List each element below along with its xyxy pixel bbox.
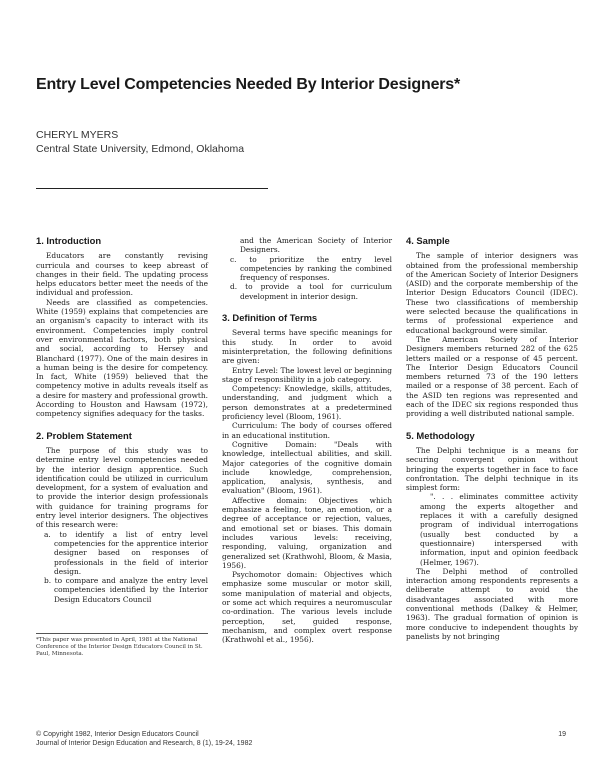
journal-citation: Journal of Interior Design Education and Research, 8 (1), 19-24, 1982 [36, 740, 253, 747]
author-name: CHERYL MYERS [36, 129, 119, 141]
paragraph: The purpose of this study was to determine entry level competencies needed by the interior design apprentice. Such identification could be utilized in curriculum development, for a system of evaluation and to provide the interior design professionals with guidance for training programs for entry level interior designers. The objectives of this research were: [36, 445, 208, 530]
paragraph: Educators are constantly revising curricula and courses to keep abreast of changes in their field. The updating process helps educators better meet the needs of the individual and profession. [36, 251, 208, 298]
list-item: and the American Society of Interior Designers. [240, 236, 392, 255]
list-item: c. to prioritize the entry level competencies by ranking the combined frequency of responses. [230, 254, 392, 283]
paragraph: Affective domain: Objectives which emphasize a feeling, tone, an emotion, or a degree of acceptance or rejection, values, and emotional set or biases. This domain includes various levels: receiving, responding, valuing, organization and generalized set (Krathwohl, Bloom, & Masia, 1956). [222, 495, 392, 570]
column-1 [36, 236, 208, 604]
block-quote: ". . . eliminates committee activity among the experts altogether and replaces it with a carefully designed program of individual interrogations (usually best conducted by a questionnaire) interspersed with information, input and opinion feedback (Helmer, 1967). [420, 492, 578, 567]
list-item: d. to provide a tool for curriculum development in interior design. [230, 282, 392, 301]
column-2 [222, 236, 392, 644]
footnote: *This paper was presented in April, 1981 at the National Conference of the Interior Design Educators Council in St. Paul, Minnesota. [36, 633, 208, 658]
copyright-line: © Copyright 1982, Interior Design Educators Council [36, 731, 199, 738]
paragraph: The Delphi technique is a means for securing convergent opinion without bringing the experts together in face to face confrontation. The delphi technique in its simplest form: [406, 445, 578, 493]
section-heading-problem: 2. Problem Statement [36, 429, 132, 441]
section-heading-definition: 3. Definition of Terms [222, 312, 318, 324]
paragraph: Competency: Knowledge, skills, attitudes, understanding, and judgment which a person demonstrates at a predetermined proficiency level (Bloom, 1961). [222, 384, 392, 422]
list-item: b. to compare and analyze the entry level competencies identified by the Interior Design Educators Council [44, 576, 208, 604]
paragraph: Several terms have specific meanings for this study. In order to avoid misinterpretation, the following definitions are given: [222, 328, 392, 366]
column-3 [406, 236, 578, 641]
list-item: a. to identify a list of entry level competencies for the apprentice interior designer based on responses of professionals in the field of interior design. [44, 529, 208, 576]
page-footer [36, 730, 566, 748]
title-divider [36, 188, 268, 189]
paragraph: The Delphi method of controlled interaction among respondents represents a deliberate attempt to avoid the disadvantages associated with more conventional methods (Dalkey & Helmer, 1963). The gradual formation of opinion is more conducive to independent thoughts by panelists by not bringing [406, 566, 578, 641]
paragraph: Needs are classified as competencies. White (1959) explains that competencies are an organism's capacity to interact with its environment. Competencies imply control over environmental factors, both physical and social, according to Hersey and Blanchard (1977). One of the main desires in a human being is the desire for competency. In fact, White (1959) believed that the competency motive in adults reveals itself as a desire for mastery and professional growth. According to Houston and Hawsam (1972), competency signifies adequacy for the tasks. [36, 297, 208, 419]
paragraph: The American Society of Interior Designers members returned 282 of the 625 letters mailed or a response of 45 percent. The Interior Design Educators Council members returned 73 of the 190 letters mailed or a response of 38 percent. Each of the ASID ten regions was represented and each of the IDEC six regions responded thus providing a well distributed national sample. [406, 334, 578, 419]
author-affiliation: Central State University, Edmond, Oklahoma [36, 143, 245, 155]
page-number: 19 [558, 731, 566, 738]
section-heading-sample: 4. Sample [406, 235, 450, 246]
section-heading-methodology: 5. Methodology [406, 429, 475, 441]
objectives-list [36, 530, 208, 604]
paragraph: The sample of interior designers was obtained from the professional membership of the American Society of Interior Designers (ASID) and the corporate membership of the Interior Design Educators Council (IDEC). These two classifications of membership were selected because the qualifications in terms of professional experience and educational background were similar. [406, 251, 578, 335]
paper-title: Entry Level Competencies Needed By Interior Designers* [36, 76, 461, 93]
paragraph: Curriculum: The body of courses offered in an educational institution. [222, 421, 392, 440]
section-heading-introduction: 1. Introduction [36, 235, 102, 246]
paragraph: Psychomotor domain: Objectives which emphasize some muscular or motor skill, some manipulation of material and objects, or some act which requires a neuromuscular co-ordination. The various levels include perception, set, guided response, mechanism, and complex overt response (Krathwohl et al., 1956). [222, 570, 392, 645]
paragraph: Entry Level: The lowest level or beginning stage of responsibility in a job category. [222, 365, 392, 384]
paragraph: Cognitive Domain: "Deals with knowledge, intellectual abilities, and skill. Major categories of the cognitive domain include knowledge, comprehension, application, analysis, synthesis, and evaluation" (Bloom, 1961). [222, 439, 392, 496]
objectives-list-continued [222, 236, 392, 301]
author-block [36, 128, 244, 156]
